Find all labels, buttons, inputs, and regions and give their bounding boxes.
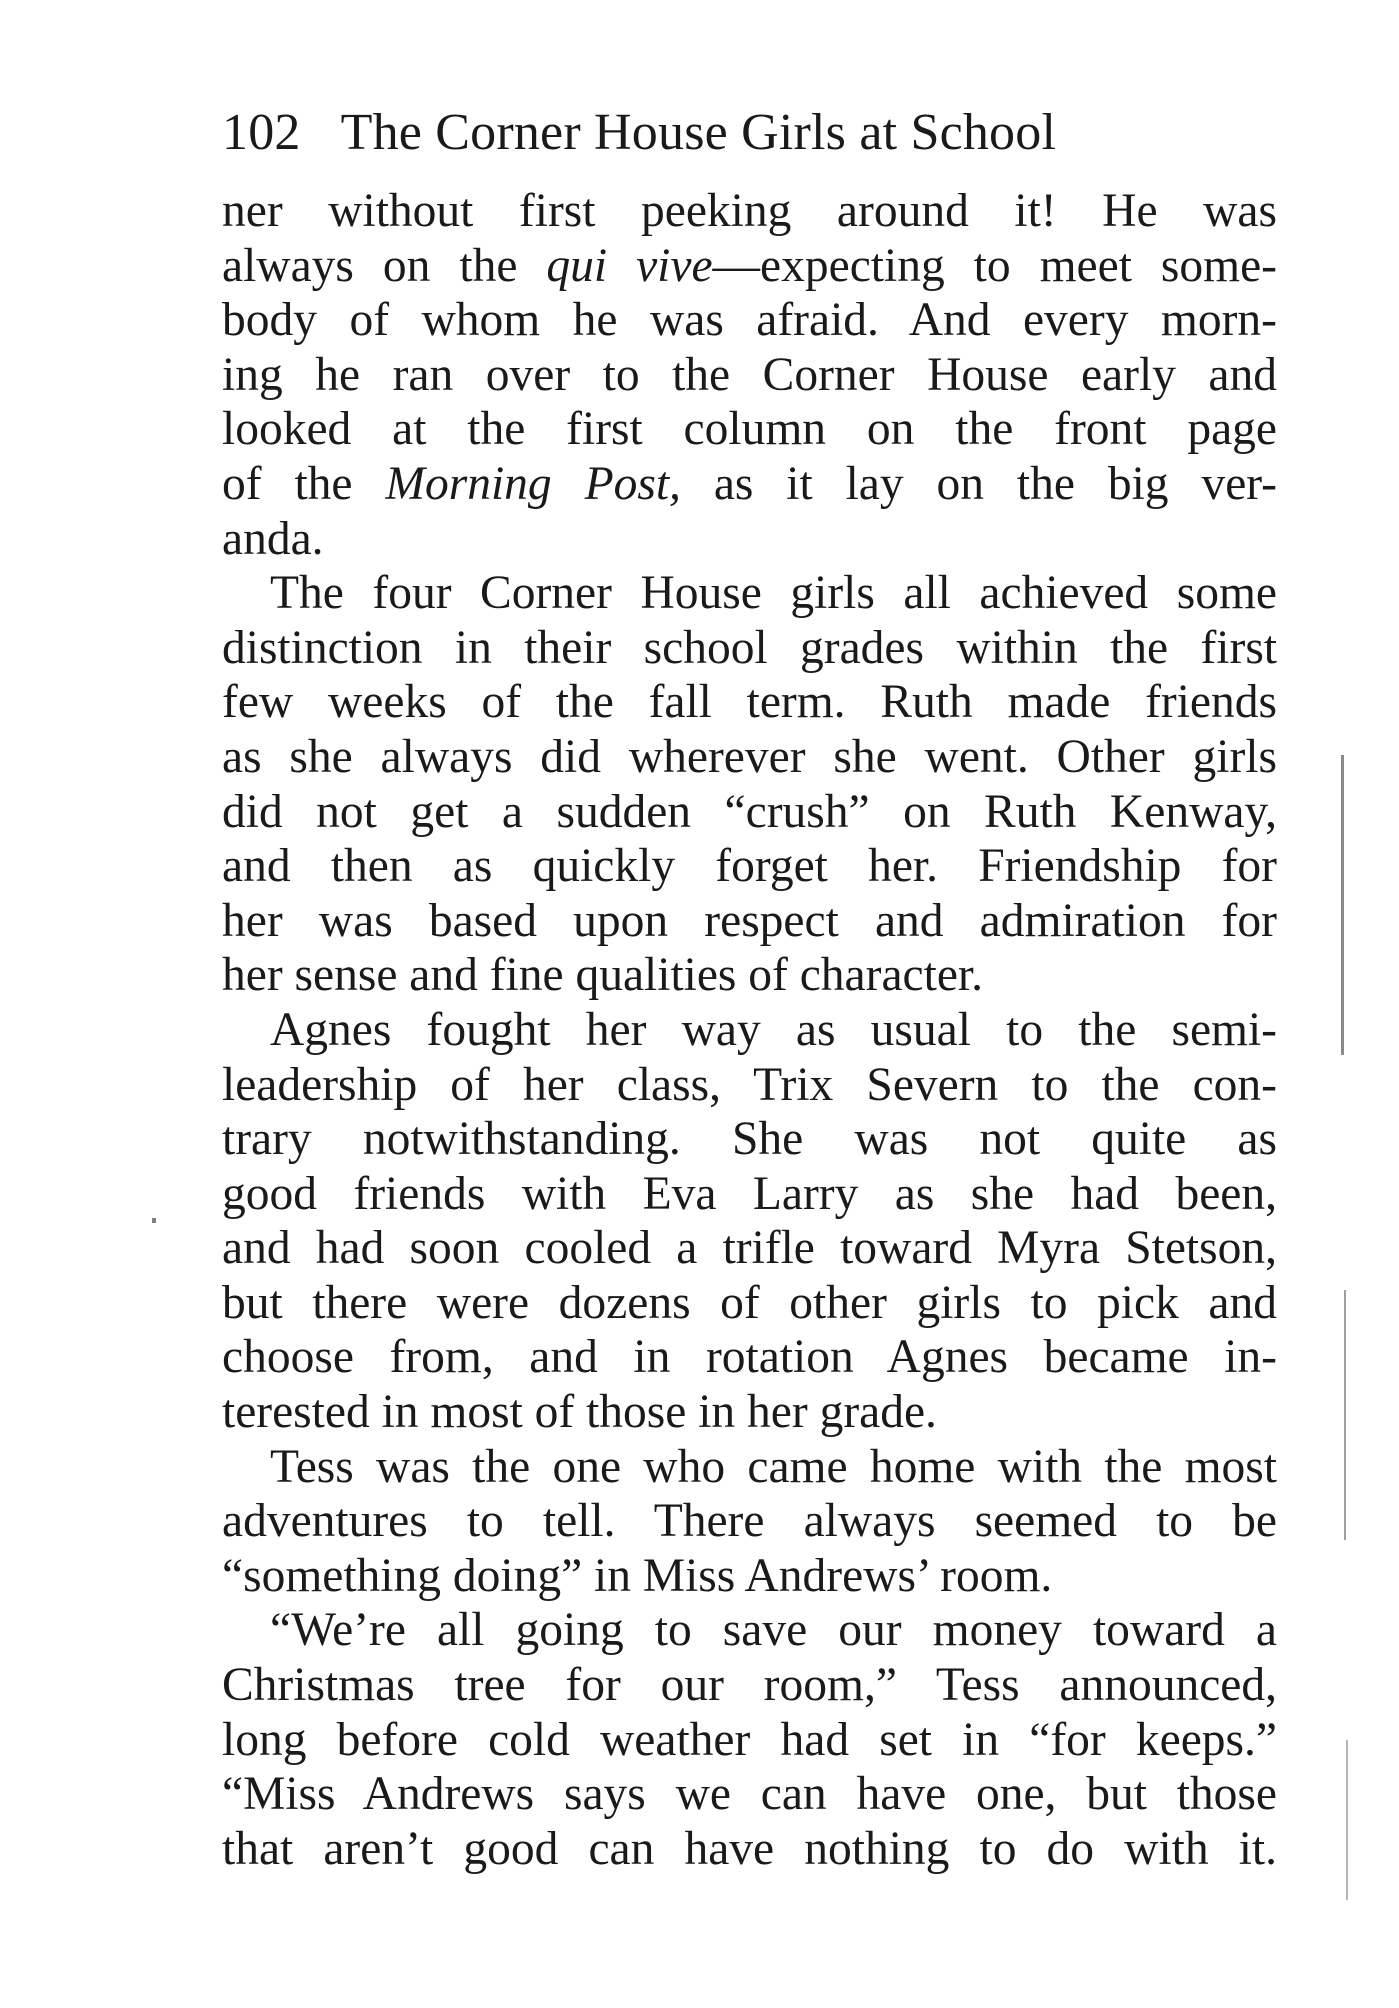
text-line: that aren’t good can have nothing to do with it. xyxy=(222,1822,1277,1875)
scan-mark xyxy=(1346,1740,1348,1900)
scan-mark xyxy=(1344,1290,1346,1540)
italic-text: Morning Post, xyxy=(385,457,681,510)
book-title: The Corner House Girls at School xyxy=(340,104,1057,161)
text-line: her was based upon respect and admiration for xyxy=(222,894,1277,947)
italic-text: qui vive xyxy=(546,239,713,292)
text-segment: of the xyxy=(222,457,386,510)
text-line: and had soon cooled a trifle toward Myra Stetson, xyxy=(222,1222,1277,1275)
text-line: long before cold weather had set in “for keeps.” xyxy=(222,1713,1277,1766)
text-line: The four Corner House girls all achieved some xyxy=(270,567,1277,620)
text-line: and then as quickly forget her. Friendship for xyxy=(222,840,1277,893)
text-line: as she always did wherever she went. Other girls xyxy=(222,730,1277,783)
text-line: her sense and fine qualities of character. xyxy=(222,949,983,1002)
book-page xyxy=(222,98,1277,1876)
text-line: body of whom he was afraid. And every morn- xyxy=(222,294,1277,347)
text-line: terested in most of those in her grade. xyxy=(222,1386,937,1439)
text-line: but there were dozens of other girls to pick and xyxy=(222,1276,1277,1329)
body-text xyxy=(222,184,1277,1876)
text-line: good friends with Eva Larry as she had been, xyxy=(222,1167,1277,1220)
text-line: Christmas tree for our room,” Tess announced, xyxy=(222,1659,1277,1712)
text-line: looked at the first column on the front page xyxy=(222,403,1277,456)
text-line: “Miss Andrews says we can have one, but those xyxy=(222,1768,1277,1821)
text-line: adventures to tell. There always seemed to be xyxy=(222,1495,1277,1548)
text-line xyxy=(222,457,1277,512)
text-line: leadership of her class, Trix Severn to the con- xyxy=(222,1058,1277,1111)
text-line: Tess was the one who came home with the most xyxy=(270,1440,1277,1493)
text-line: ner without first peeking around it! He was xyxy=(222,185,1277,237)
text-line: ing he ran over to the Corner House early and xyxy=(222,348,1277,401)
text-segment: —expecting to meet some- xyxy=(712,239,1277,292)
text-segment: always on the xyxy=(222,239,547,292)
text-line xyxy=(222,239,1277,294)
text-line: anda. xyxy=(222,512,324,565)
text-line: distinction in their school grades within the first xyxy=(222,621,1277,674)
text-segment: as it lay on the big ver- xyxy=(680,457,1277,510)
scan-mark xyxy=(1341,755,1344,1055)
text-line: trary notwithstanding. She was not quite as xyxy=(222,1113,1277,1166)
scan-mark xyxy=(152,1218,156,1223)
page-number: 102 xyxy=(222,104,301,161)
text-line: choose from, and in rotation Agnes became in- xyxy=(222,1331,1277,1384)
text-line: did not get a sudden “crush” on Ruth Kenway, xyxy=(222,785,1277,838)
text-line: “something doing” in Miss Andrews’ room. xyxy=(222,1549,1053,1602)
running-head xyxy=(222,98,1277,168)
text-line: Agnes fought her way as usual to the semi- xyxy=(270,1003,1277,1056)
text-line: few weeks of the fall term. Ruth made friends xyxy=(222,676,1277,729)
text-line: “We’re all going to save our money toward a xyxy=(270,1604,1277,1657)
